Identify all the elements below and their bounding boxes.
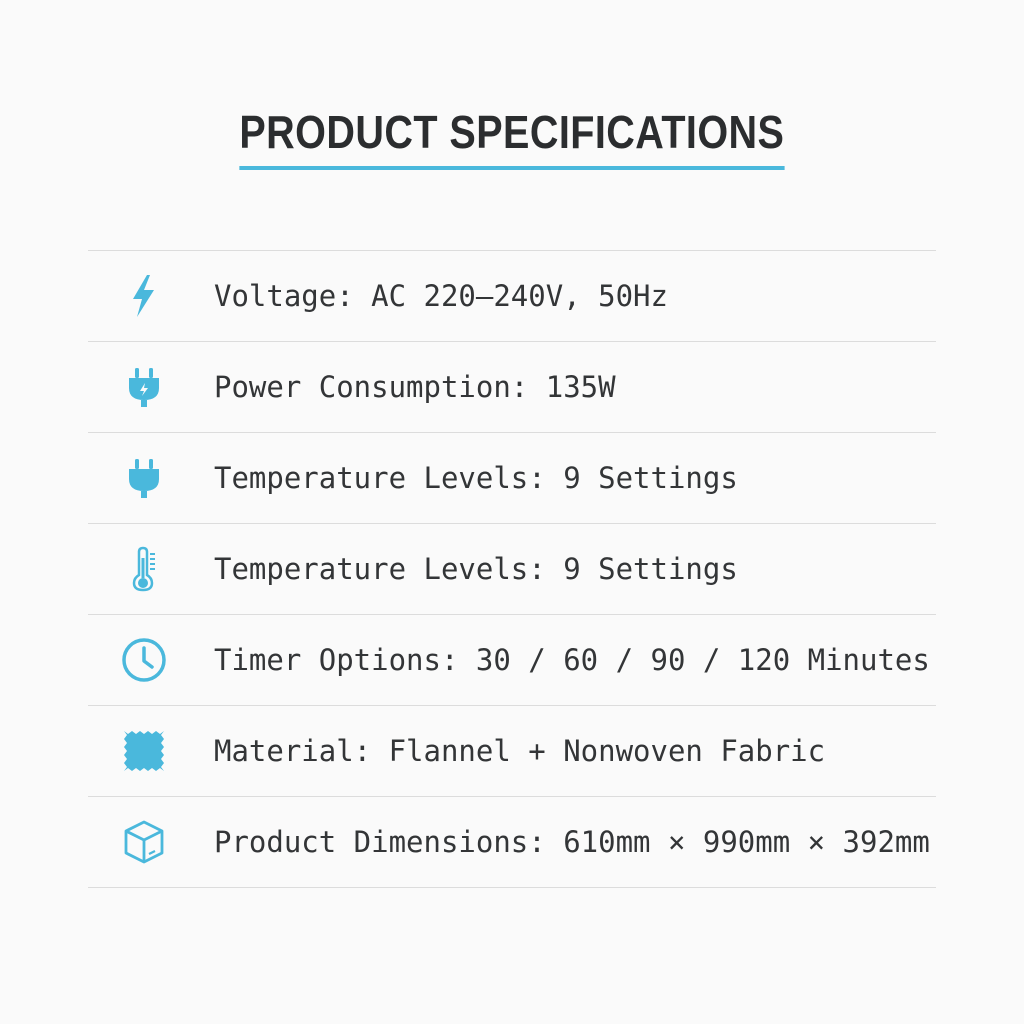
plug-icon: [114, 448, 174, 508]
spec-label: Temperature Levels: 9 Settings: [214, 552, 738, 586]
spec-row-temperature-plug: [88, 433, 936, 524]
spec-list: [88, 250, 936, 888]
spec-label: Timer Options: 30 / 60 / 90 / 120 Minutes: [214, 643, 930, 677]
spec-row-material: [88, 706, 936, 797]
thermometer-icon: [114, 539, 174, 599]
spec-row-temperature-thermometer: [88, 524, 936, 615]
clock-icon: [114, 630, 174, 690]
box-icon: [114, 812, 174, 872]
lightning-bolt-icon: [114, 266, 174, 326]
spec-row-timer: [88, 615, 936, 706]
fabric-swatch-icon: [114, 721, 174, 781]
spec-label: Product Dimensions: 610mm × 990mm × 392mm: [214, 825, 930, 859]
page-title: PRODUCT SPECIFICATIONS: [239, 104, 784, 170]
spec-row-dimensions: [88, 797, 936, 888]
spec-row-power: [88, 342, 936, 433]
spec-label: Power Consumption: 135W: [214, 370, 616, 404]
title-container: [0, 104, 1024, 170]
spec-label: Voltage: AC 220–240V, 50Hz: [214, 279, 668, 313]
plug-icon: [114, 357, 174, 417]
spec-label: Material: Flannel + Nonwoven Fabric: [214, 734, 826, 768]
spec-row-voltage: [88, 251, 936, 342]
spec-label: Temperature Levels: 9 Settings: [214, 461, 738, 495]
